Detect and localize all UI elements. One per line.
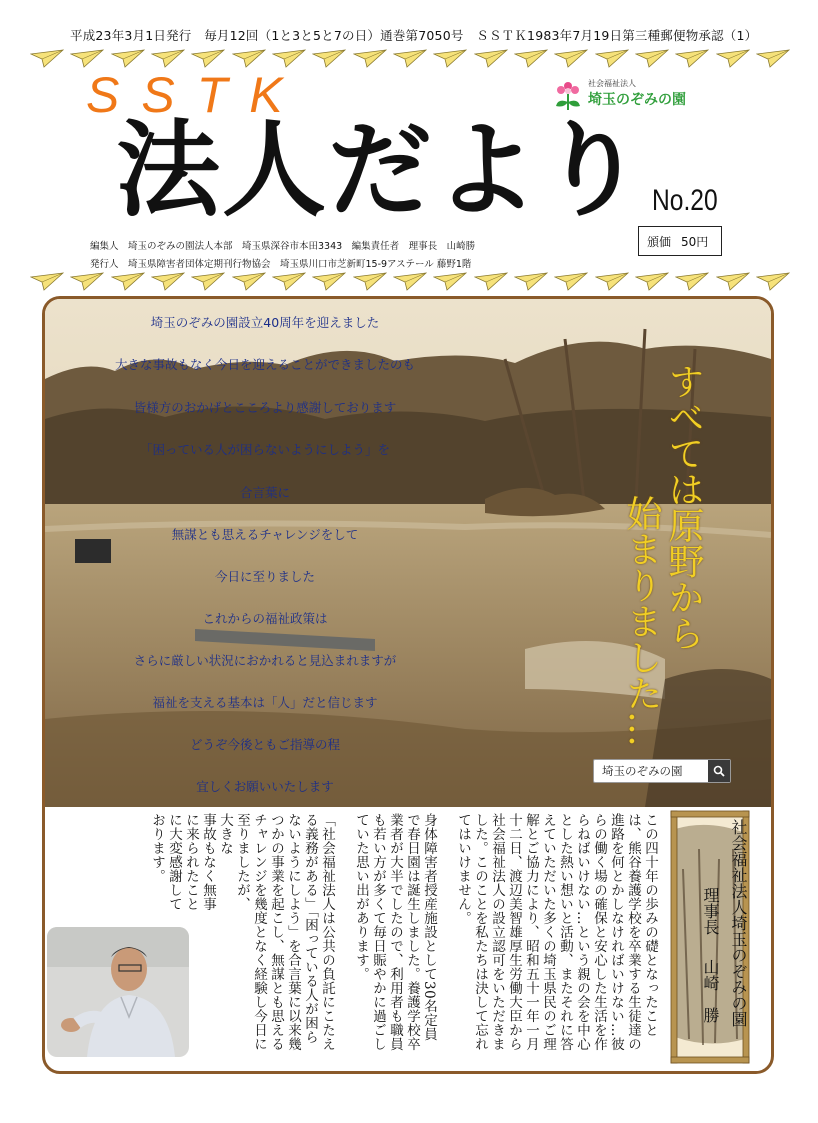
article-column: 大きな: [217, 813, 233, 855]
paper-plane-icon: [635, 271, 669, 291]
newsletter-title: 法人だより: [116, 109, 647, 231]
paper-plane-icon: [474, 48, 508, 68]
sidebar-org: 社会福祉法人埼玉のぞみの園: [729, 819, 748, 1027]
paper-plane-icon: [635, 48, 669, 68]
paper-plane-icon: [353, 48, 387, 68]
article-column: 進路を何とかしなければいけない…彼: [608, 813, 624, 1051]
article-column: てはいけません。: [455, 813, 471, 925]
message-line: 無謀とも思えるチャレンジをして: [171, 527, 359, 542]
article-column: 身体障害者授産施設として30名定員: [421, 813, 437, 1042]
article-column: 至りましたが、: [234, 813, 250, 911]
article-column: 十二日、渡辺美智雄厚生労働大臣から: [506, 813, 522, 1051]
article-column: る義務がある」「困っている人が困ら: [302, 813, 318, 1045]
article-column: 「社会福祉法人は公共の負託にこたえ: [319, 813, 335, 1051]
search-box[interactable]: [593, 759, 731, 783]
article-column: ないようにしよう」を合言葉に以来幾: [285, 813, 301, 1051]
paper-plane-icon: [514, 48, 548, 68]
paper-plane-icon: [393, 48, 427, 68]
paper-plane-icon: [232, 48, 266, 68]
article-column: 業者が大半でしたので、利用者も職員: [387, 813, 403, 1051]
sidebar-name: 山崎 勝: [701, 959, 720, 1023]
paper-plane-icon: [554, 48, 588, 68]
paper-plane-icon: [30, 48, 64, 68]
message-line: これからの福祉政策は: [202, 611, 328, 626]
article-column: は、熊谷養護学校を卒業する生徒達の: [625, 813, 641, 1051]
message-line: 皆様方のおかげとこころより感謝しております: [133, 400, 397, 415]
message-line: さらに厳しい状況におかれると見込まれますが: [133, 653, 397, 668]
paper-plane-icon: [191, 271, 225, 291]
paper-plane-icon: [30, 271, 64, 291]
paper-plane-icon: [272, 48, 306, 68]
article-column: に大変感謝して: [166, 813, 182, 911]
paper-plane-icon: [474, 271, 508, 291]
paper-plane-icon: [70, 271, 104, 291]
paper-plane-icon: [595, 48, 629, 68]
paper-plane-icon: [514, 271, 548, 291]
paper-plane-icon: [111, 271, 145, 291]
message-line: 宜しくお願いいたします: [196, 779, 334, 794]
article-column: この四十年の歩みの礎となったこと: [642, 813, 658, 1037]
message-line: 大きな事故もなく今日を迎えることができましたのも: [114, 357, 415, 372]
price-box: [638, 226, 722, 256]
search-button[interactable]: [708, 760, 730, 782]
brand-logotype: SSTK: [86, 67, 305, 123]
paper-plane-icon: [595, 271, 629, 291]
paper-plane-icon: [716, 48, 750, 68]
paper-plane-icon: [675, 48, 709, 68]
message-line: 福祉を支える基本は「人」だと信じます: [152, 695, 378, 710]
search-icon: [713, 765, 725, 777]
publisher-info: 発行人 埼玉県障害者団体定期刊行物協会 埼玉県川口市芝新町15-9アステール 藤野1階: [90, 259, 472, 270]
paper-plane-icon: [312, 271, 346, 291]
article-column: 解とご協力により、昭和五十一年一月: [523, 813, 539, 1051]
article-column: した。このことを私たちは決して忘れ: [472, 813, 488, 1051]
message-line: 埼玉のぞみの園設立40周年を迎えました: [150, 315, 380, 330]
paper-plane-icon: [232, 271, 266, 291]
article-column: らねばいけない…という親の会を中心: [574, 813, 590, 1051]
paper-plane-icon: [756, 271, 790, 291]
paper-plane-icon: [70, 48, 104, 68]
article-column: らの働く場の確保と安心した生活を作: [591, 813, 607, 1051]
article-column: おります。: [149, 813, 165, 883]
message-line: 合言葉に: [239, 485, 290, 500]
flower-logo-icon: [552, 78, 584, 112]
feature-frame: [42, 296, 774, 1074]
paper-plane-icon: [353, 271, 387, 291]
paper-plane-icon: [433, 271, 467, 291]
org-subtitle: 社会福祉法人: [588, 79, 636, 88]
paper-plane-icon: [756, 48, 790, 68]
message-line: 今日に至りました: [214, 569, 315, 584]
chairman-portrait-photo: [47, 927, 189, 1057]
price-label: 頒価: [647, 234, 672, 249]
paper-plane-icon: [554, 271, 588, 291]
article-column: も若い方が多くて毎日賑やかに過ごし: [370, 813, 386, 1051]
issue-number: No.20: [652, 184, 718, 217]
paper-plane-icon: [272, 271, 306, 291]
vertical-headline-2: 始まりました…: [621, 495, 662, 747]
vertical-headline-1: すべては原野から: [663, 363, 704, 651]
paper-plane-icon: [716, 271, 750, 291]
publication-info-line: 平成23年3月1日発行 毎月12回（1と3と5と7の日）通巻第7050号 ＳＳＴＫ1983年7月19日第三種郵便物承認（1）: [70, 28, 758, 43]
message-line: 「困っている人が困らないようにしよう」を: [139, 442, 390, 457]
org-name: 埼玉のぞみの園: [588, 92, 686, 108]
article-column: つかの事業を起こし、無謀とも思える: [268, 813, 284, 1051]
paper-plane-icon: [191, 48, 225, 68]
paper-plane-icon: [151, 271, 185, 291]
editor-info: 編集人 埼玉のぞみの園法人本部 埼玉県深谷市本田3343 編集責任者 理事長 山崎勝: [90, 241, 476, 252]
article-column: で春日園は誕生しました。養護学校卒: [404, 813, 420, 1051]
paper-plane-icon: [433, 48, 467, 68]
article-column: えていただいた多くの埼玉県民のご理: [540, 813, 556, 1051]
paper-plane-icon: [151, 48, 185, 68]
article-column: とした熱い想いと活動、またそれに答: [557, 813, 573, 1051]
paper-plane-icon: [111, 48, 145, 68]
paper-plane-border-bottom: [30, 271, 790, 297]
paper-plane-icon: [393, 271, 427, 291]
search-input[interactable]: 埼玉のぞみの園: [602, 764, 683, 778]
paper-plane-icon: [312, 48, 346, 68]
sidebar-role: 理事長: [701, 887, 720, 935]
article-column: 社会福祉法人の設立認可をいただきま: [489, 813, 505, 1051]
article-column: チャレンジを幾度となく経験し今日に: [251, 813, 267, 1051]
article-column: ていた思い出があります。: [353, 813, 369, 981]
message-line: どうぞ今後ともご指導の程: [189, 737, 340, 752]
price-value: 50円: [681, 234, 709, 249]
article-column: 事故もなく無事: [200, 813, 216, 911]
article-column: に来られたこと: [183, 813, 199, 911]
paper-plane-icon: [675, 271, 709, 291]
